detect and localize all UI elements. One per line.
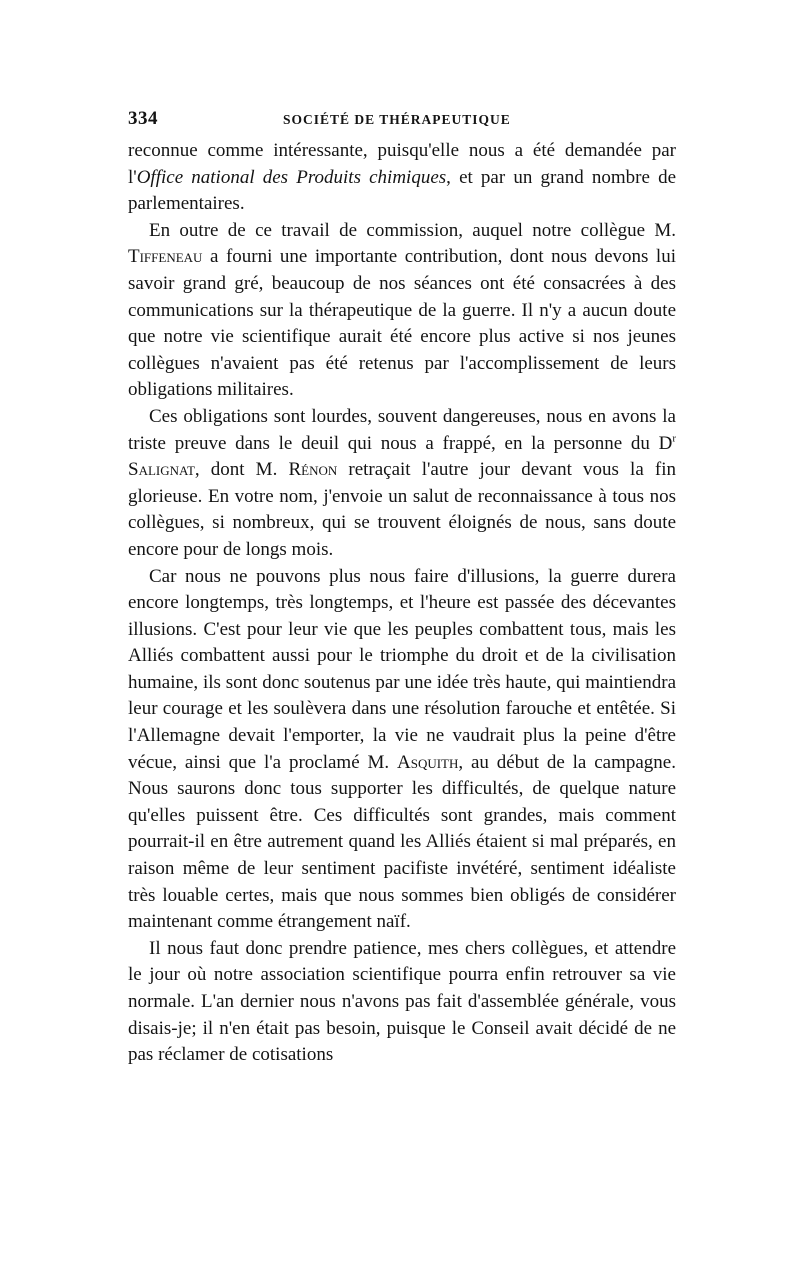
book-page xyxy=(128,108,676,1069)
running-head xyxy=(128,108,676,134)
paragraph-3: Ces obligations sont lourdes, souvent dangereuses, nous en avons la triste preuve dans le deuil qui nous a frappé, en la personne du $D^r$ Salignat, dont M. Rénon retraçait l'autre jour devant vous la fin glorieuse. En votre nom, j'envoie un salut de reconnaissance à tous nos collègues, si nombreux, qui se trouvent éloignés de nous, sans doute encore pour de longs mois. xyxy=(128,405,676,560)
name-renon: Rénon xyxy=(288,459,338,481)
office-name: Office national des Produits chimiques xyxy=(136,166,447,188)
name-asquith: Asquith xyxy=(397,751,459,773)
paragraph-4: Car nous ne pouvons plus nous faire d'illusions, la guerre durera encore longtemps, très longtemps, et l'heure est passée des décevantes illusions. C'est pour leur vie que les peuples combattent tous, mais les Alliés combattent aussi pour le triomphe du droit et de la civilisation humaine, ils sont donc soutenus par une idée très haute, qui maintiendra leur courage et les soulèvera dans une résolution farouche et entêtée. Si l'Allemagne devait l'emporter, la vie ne vaudrait plus la peine d'être vécue, ainsi que l'a proclamé M. Asquith, au début de la campagne. Nous saurons donc tous supporter les difficultés, de quelque nature qu'elles puissent être. Ces difficultés sont grandes, mais comment pourrait-il en être autrement quand les Alliés étaient si mal préparés, en raison même de leur sentiment pacifiste invétéré, sentiment idéaliste très louable certes, mais que nous sommes bien obligés de considérer maintenant comme étrangement naïf. xyxy=(128,565,676,933)
name-tiffeneau: Tiffeneau xyxy=(128,246,203,268)
paragraph-5: Il nous faut donc prendre patience, mes chers collègues, et attendre le jour où notre association scientifique pourra enfin retrouver sa vie normale. L'an dernier nous n'avons pas fait d'assemblée générale, vous disais-je; il n'en était pas besoin, puisque le Conseil avait décidé de ne pas réclamer de cotisations xyxy=(128,937,676,1066)
paragraph-2: En outre de ce travail de commission, auquel notre collègue M. Tiffeneau a fourni une importante contribution, dont nous devons lui savoir grand gré, beaucoup de nos séances ont été consacrées à des communications sur la thérapeutique de la guerre. Il n'y a aucun doute que notre vie scientifique aurait été encore plus active si nos jeunes collègues n'avaient pas été retenus par l'accomplissement de leurs obligations militaires. xyxy=(128,219,676,401)
name-salignat: Salignat xyxy=(128,459,195,481)
paragraph-1: reconnue comme intéressante, puisqu'elle nous a été demandée par l'Office national des Produits chimiques, et par un grand nombre de parlementaires. xyxy=(128,140,676,215)
running-title: SOCIÉTÉ DE THÉRAPEUTIQUE xyxy=(283,112,511,127)
page-number: 334 xyxy=(128,108,158,129)
